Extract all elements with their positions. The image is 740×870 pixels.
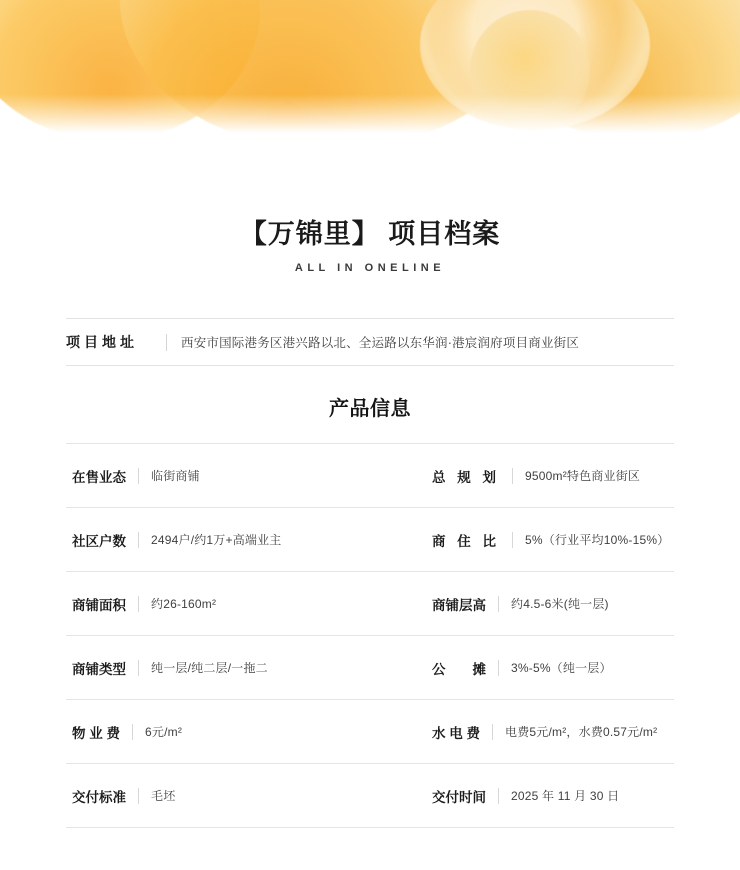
spec-value: 6元/m²: [145, 725, 183, 740]
spec-divider: [138, 468, 139, 484]
spec-divider: [138, 660, 139, 676]
table-row: [66, 699, 674, 763]
spec-label: 商铺层高: [432, 597, 486, 613]
spec-value: 3%-5%（纯一层）: [511, 661, 612, 676]
page-title: 【万锦里】 项目档案: [239, 219, 501, 249]
spec-table: [66, 443, 674, 828]
spec-cell-left: [66, 594, 370, 614]
spec-divider: [138, 532, 139, 548]
spec-value: 临街商铺: [151, 469, 200, 484]
spec-label: 社区户数: [72, 533, 126, 549]
spec-label: 总 规 划: [432, 469, 501, 485]
spec-label: 在售业态: [72, 469, 126, 485]
spec-value: 电费5元/m²，水费0.57元/m²: [505, 725, 658, 740]
spec-divider: [498, 596, 499, 612]
spec-cell-right: [370, 722, 674, 742]
spec-label: 交付标准: [72, 789, 126, 805]
spec-label: 商铺面积: [72, 597, 126, 613]
spec-label: 公 摊: [432, 661, 486, 677]
spec-cell-left: [66, 722, 370, 742]
table-row: [66, 635, 674, 699]
spec-cell-right: [370, 786, 674, 806]
spec-divider: [492, 724, 493, 740]
address-section: [66, 318, 674, 366]
spec-value: 2025 年 11 月 30 日: [511, 789, 620, 804]
spec-cell-left: [66, 466, 370, 486]
spec-value: 9500m²特色商业街区: [525, 469, 641, 484]
table-row: [66, 443, 674, 507]
spec-divider: [132, 724, 133, 740]
spec-label: 水 电 费: [432, 725, 481, 741]
spec-label: 交付时间: [432, 789, 486, 805]
spec-label: 物 业 费: [72, 725, 121, 741]
section-title-product-info: 产品信息: [329, 398, 411, 421]
spec-value: 约26-160m²: [151, 597, 217, 612]
table-row: [66, 763, 674, 828]
address-row: [66, 319, 674, 365]
address-bottom-rule: [66, 365, 674, 366]
spec-cell-left: [66, 530, 370, 550]
title-block: [0, 140, 740, 274]
spec-cell-right: [370, 466, 674, 486]
spec-value: 约4.5-6米(纯一层): [511, 597, 609, 612]
spec-divider: [138, 788, 139, 804]
spec-divider: [498, 788, 499, 804]
table-row: [66, 507, 674, 571]
address-value: 西安市国际港务区港兴路以北、全运路以东华润·港宸润府项目商业街区: [181, 336, 580, 351]
page-subtitle: ALL IN ONELINE: [294, 262, 446, 275]
spec-value: 5%（行业平均10%-15%）: [525, 533, 670, 548]
spec-label: 商铺类型: [72, 661, 126, 677]
banner-fade-overlay: [0, 94, 740, 140]
spec-cell-right: [370, 594, 674, 614]
spec-cell-left: [66, 658, 370, 678]
header-decoration-banner: [0, 0, 740, 140]
spec-label: 商 住 比: [432, 533, 501, 549]
address-divider: [166, 334, 167, 351]
spec-divider: [512, 532, 513, 548]
spec-value: 纯一层/纯二层/一拖二: [151, 661, 268, 676]
spec-cell-right: [370, 530, 674, 550]
address-label: 项目地址: [66, 334, 138, 351]
spec-divider: [498, 660, 499, 676]
spec-value: 2494户/约1万+高端业主: [151, 533, 282, 548]
table-row: [66, 571, 674, 635]
spec-divider: [138, 596, 139, 612]
spec-divider: [512, 468, 513, 484]
spec-cell-left: [66, 786, 370, 806]
spec-value: 毛坯: [151, 789, 176, 804]
spec-cell-right: [370, 658, 674, 678]
